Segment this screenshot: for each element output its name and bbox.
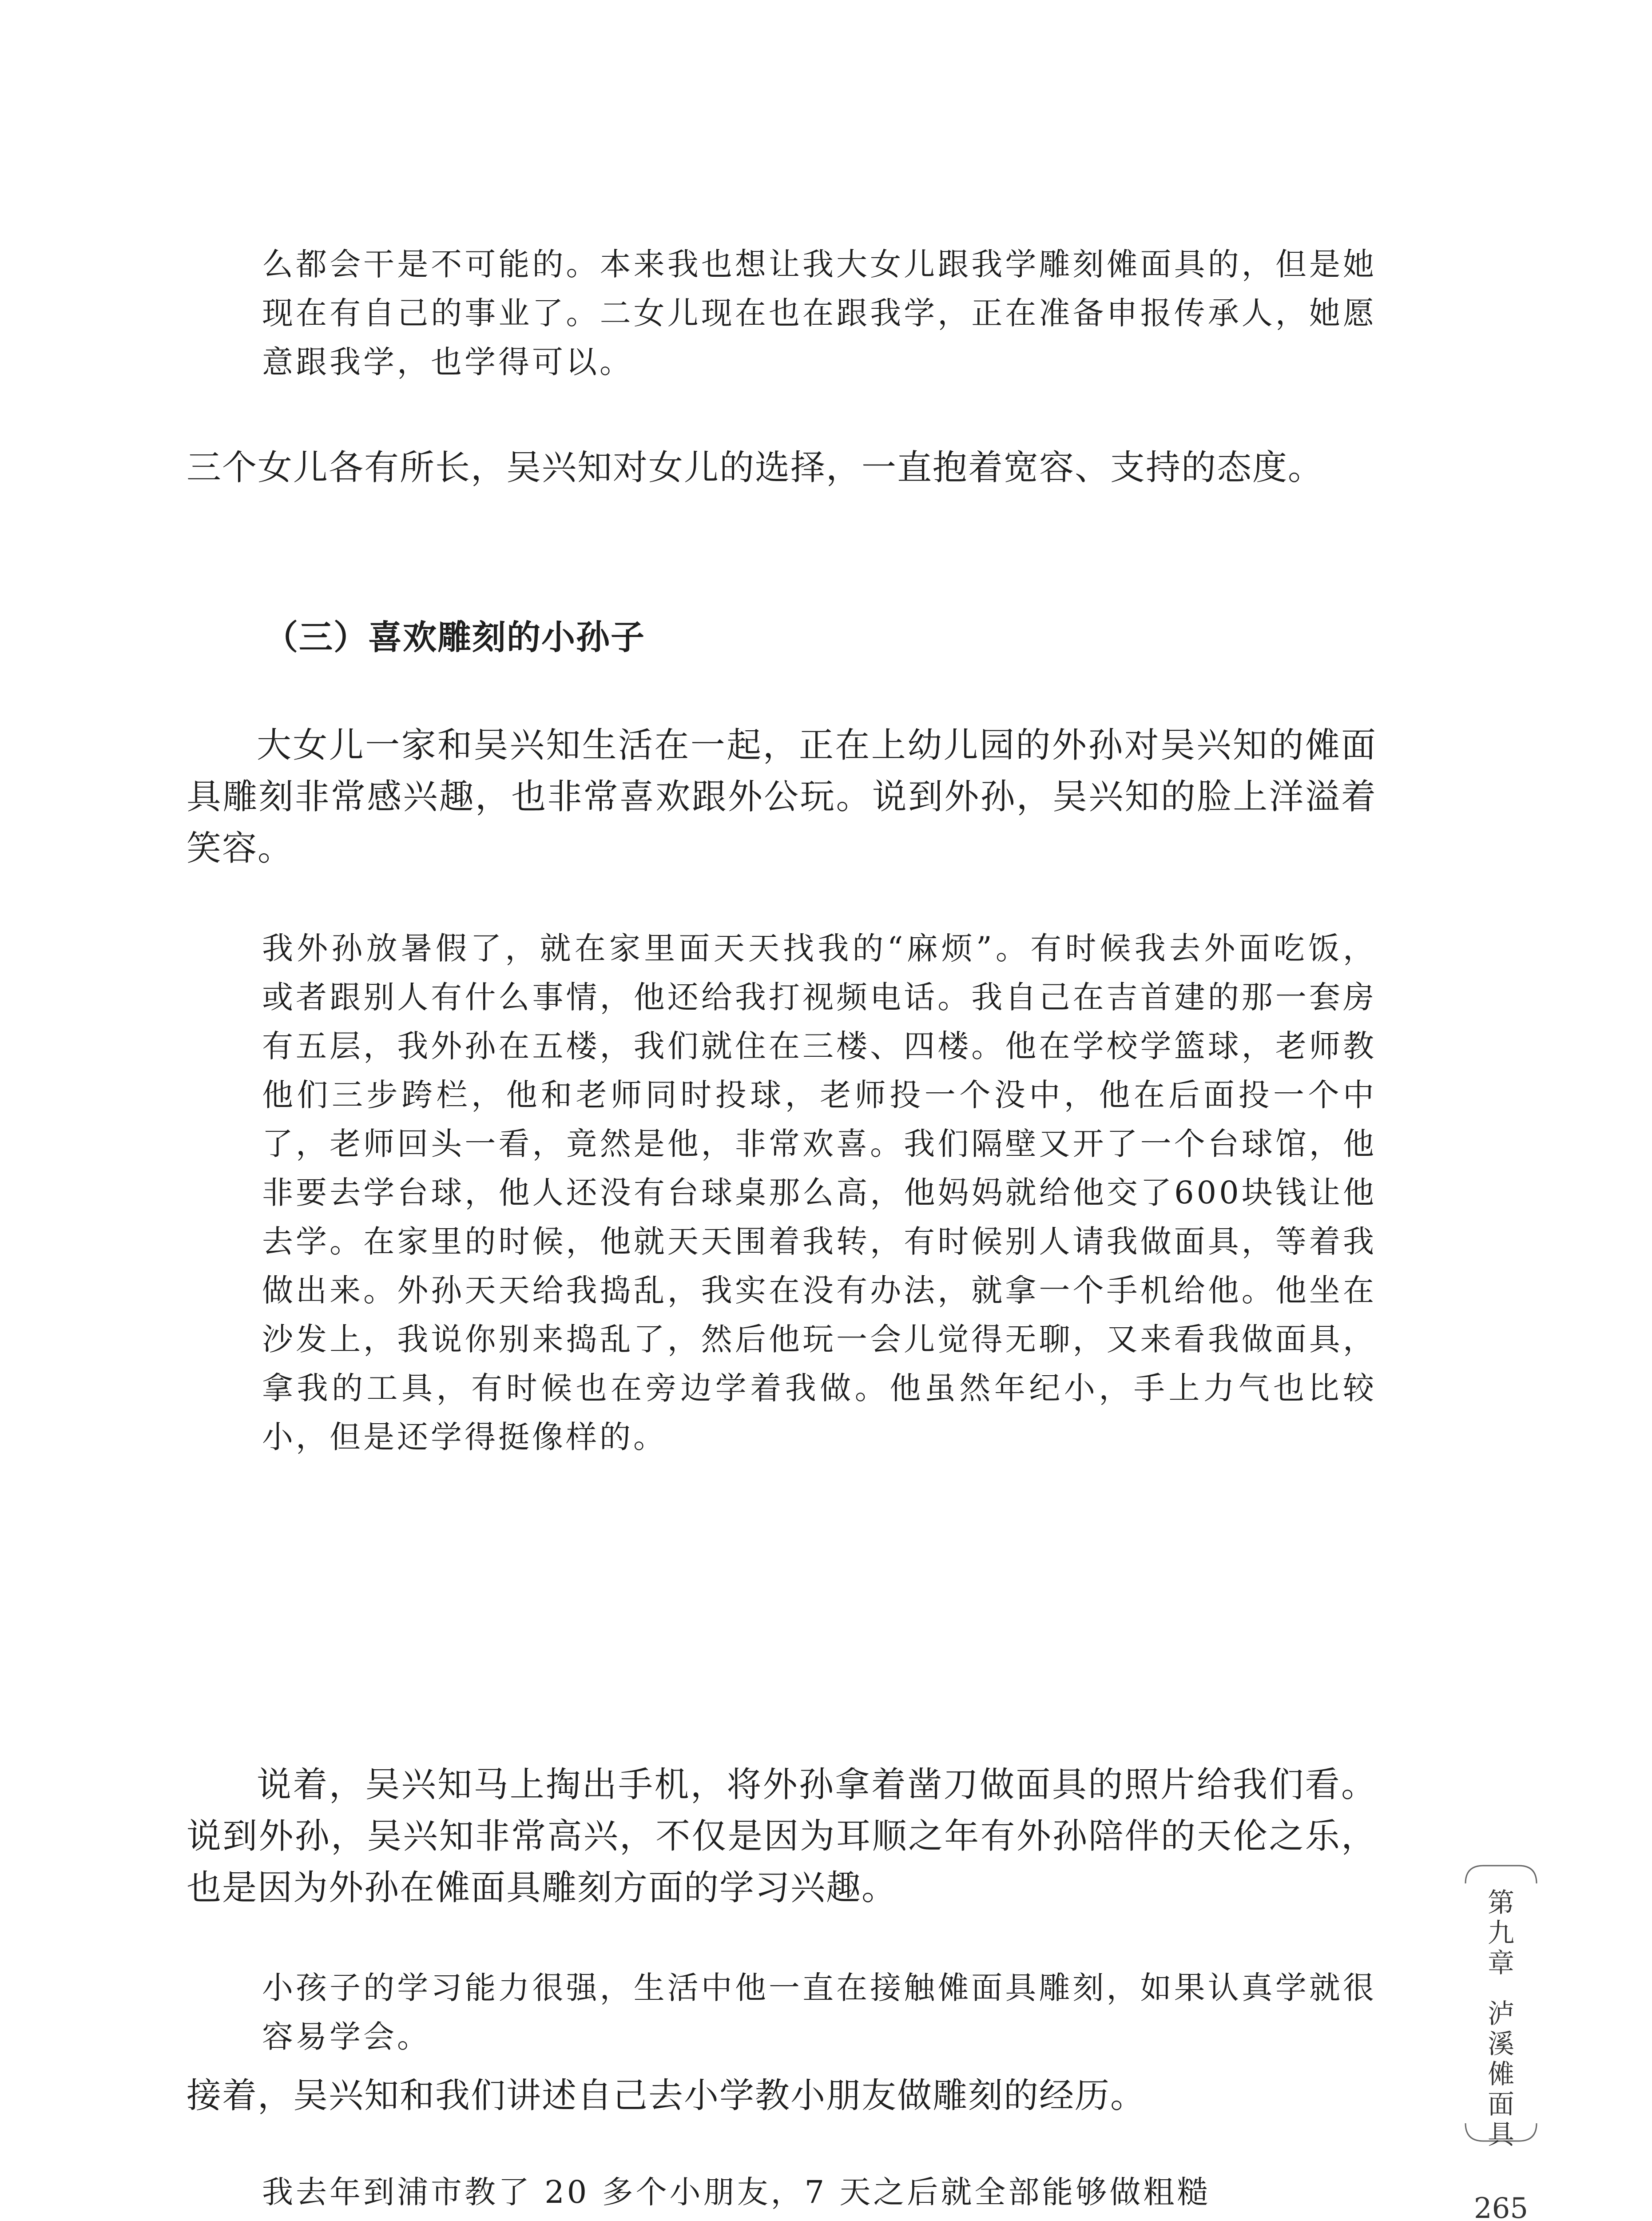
page-number: 265 — [1473, 2192, 1529, 2221]
chapter-label: 第九章 — [1488, 1887, 1514, 1979]
quote-paragraph: 我去年到浦市教了 20 多个小朋友，7 天之后就全部能够做粗糙 — [262, 2174, 1211, 2210]
body-paragraph: 大女儿一家和吴兴知生活在一起，正在上幼儿园的外孙对吴兴知的傩面具雕刻非常感兴趣，也非常喜欢跟外公玩。说到外孙，吴兴知的脸上洋溢着笑容。 — [187, 725, 1377, 868]
body-paragraph: 三个女儿各有所长，吴兴知对女儿的选择，一直抱着宽容、支持的态度。 — [187, 448, 1324, 488]
quote-paragraph: 我外孙放暑假了，就在家里面天天找我的“麻烦”。有时候我去外面吃饭，或者跟别人有什么事情，他还给我打视频电话。我自己在吉首建的那一套房有五层，我外孙在五楼，我们就住在三楼、四楼。他在学校学篮球，老师教他们三步跨栏，他和老师同时投球，老师投一个没中，他在后面投一个中了，老师回头一看，竟然是他，非常欢喜。我们隔壁又开了一个台球馆，他非要去学台球，他人还没有台球桌那么高，他妈妈就给他交了600块钱让他去学。在家里的时候，他就天天围着我转，有时候别人请我做面具，等着我做出来。外孙天天给我捣乱，我实在没有办法，就拿一个手机给他。他坐在沙发上，我说你别来捣乱了，然后他玩一会儿觉得无聊，又来看我做面具，拿我的工具，有时候也在旁边学着我做。他虽然年纪小，手上力气也比较小，但是还学得挺像样的。 — [262, 930, 1377, 1455]
chapter-side-tab — [1461, 1857, 1541, 2150]
chapter-title: 泸溪傩面具 — [1488, 1998, 1514, 2150]
body-paragraph: 接着，吴兴知和我们讲述自己去小学教小朋友做雕刻的经历。 — [187, 2076, 1146, 2116]
section-heading: （三）喜欢雕刻的小孙子 — [264, 617, 645, 657]
quote-paragraph: 小孩子的学习能力很强，生活中他一直在接触傩面具雕刻，如果认真学就很容易学会。 — [262, 1970, 1377, 2055]
quote-paragraph: 么都会干是不可能的。本来我也想让我大女儿跟我学雕刻傩面具的，但是她现在有自己的事业了。二女儿现在也在跟我学，正在准备申报传承人，她愿意跟我学，也学得可以。 — [262, 246, 1377, 380]
body-paragraph: 说着，吴兴知马上掏出手机，将外孙拿着凿刀做面具的照片给我们看。说到外孙，吴兴知非常高兴，不仅是因为耳顺之年有外孙陪伴的天伦之乐，也是因为外孙在傩面具雕刻方面的学习兴趣。 — [187, 1765, 1377, 1908]
